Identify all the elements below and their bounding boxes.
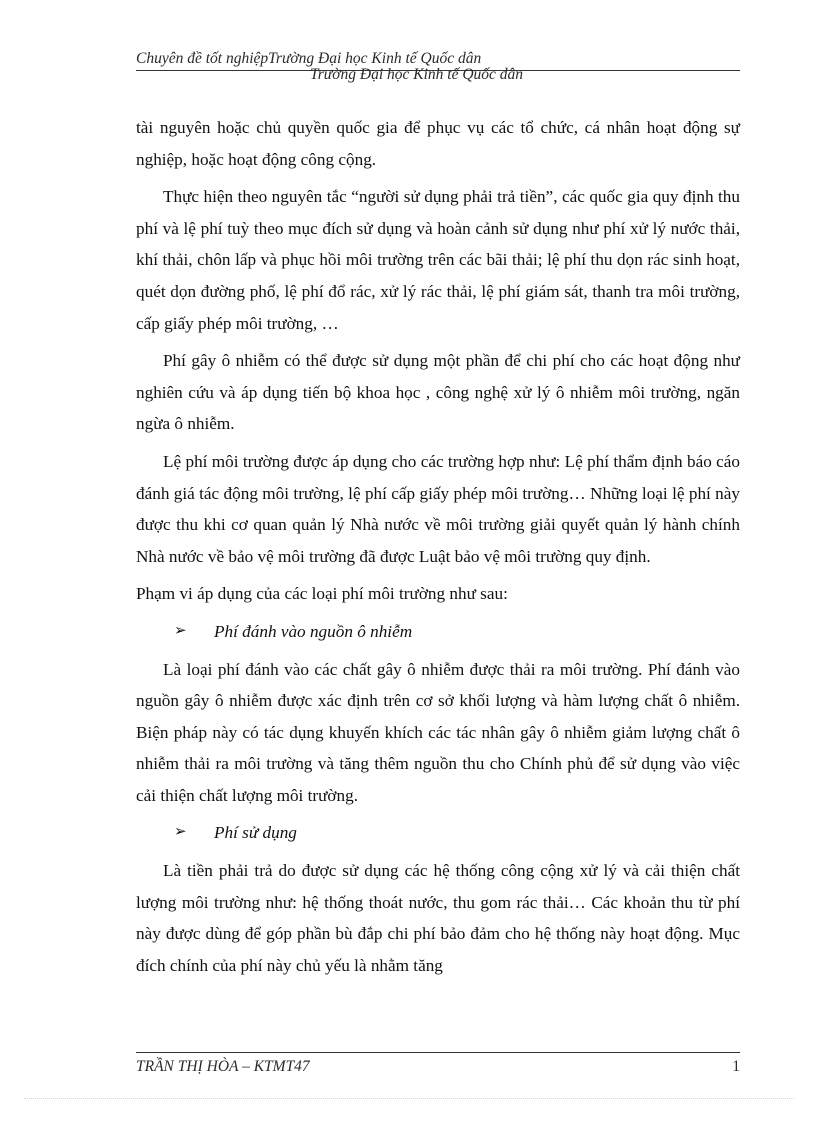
bullet-heading-text: Phí sử dụng [214, 823, 297, 843]
paragraph-polluter-pays: Thực hiện theo nguyên tắc “người sử dụng phải trả tiền”, các quốc gia quy định thu phí và lệ phí tuỳ theo mục đích sử dụng và hoàn cảnh sử dụng như phí xử lý nước thải, khí thải, chôn lấp và phục hồi môi trường trên các bãi thải; lệ phí thu dọn rác sinh hoạt, quét dọn đường phố, lệ phí đổ rác, xử lý rác thải, lệ phí giám sát, thanh tra môi trường, cấp giấy phép môi trường, … [136, 187, 740, 333]
document-body [136, 112, 740, 987]
paragraph-continuation: tài nguyên hoặc chủ quyền quốc gia để phục vụ các tổ chức, cá nhân hoạt động sự nghiệp, hoặc hoạt động công cộng. [136, 118, 740, 169]
page-header [136, 46, 740, 86]
paragraph-environmental-charges: Lệ phí môi trường được áp dụng cho các trường hợp như: Lệ phí thẩm định báo cáo đánh giá tác động môi trường, lệ phí cấp giấy phép môi trường… Những loại lệ phí này được thu khi cơ quan quản lý Nhà nước về môi trường giải quyết quản lý hành chính Nhà nước về bảo vệ môi trường đã được Luật bảo vệ môi trường quy định. [136, 451, 740, 566]
footer-author: TRẦN THỊ HÒA – KTMT47 [136, 1058, 310, 1075]
page-boundary [24, 1098, 794, 1099]
scope-intro: Phạm vi áp dụng của các loại phí môi trường như sau: [136, 584, 508, 604]
page-number: 1 [732, 1058, 740, 1075]
paragraph-pollution-source-fee: Là loại phí đánh vào các chất gây ô nhiễm được thải ra môi trường. Phí đánh vào nguồn gây ô nhiễm được xác định trên cơ sở khối lượng và hàm lượng chất ô nhiễm. Biện pháp này có tác dụng khuyến khích các tác nhân gây ô nhiễm giảm lượng chất ô nhiễm thải ra môi trường và tăng thêm nguồn thu cho Chính phủ để sử dụng vào việc cải thiện chất lượng môi trường. [136, 659, 740, 805]
bullet-heading-pollution-source [136, 616, 740, 648]
bullet-heading-text: Phí đánh vào nguồn ô nhiễm [214, 621, 413, 641]
arrow-bullet-icon: ➢ [174, 824, 187, 841]
page-footer [136, 1052, 740, 1082]
header-subtitle: Trường Đại học Kinh tế Quốc dân [310, 66, 524, 83]
bullet-heading-usage-fee [136, 817, 740, 849]
header-title: Chuyên đề tốt nghiệpTrường Đại học Kinh tế Quốc dân [136, 50, 482, 67]
paragraph-pollution-fee-use: Phí gây ô nhiễm có thể được sử dụng một phần để chi phí cho các hoạt động như nghiên cứu và áp dụng tiến bộ khoa học , công nghệ xử lý ô nhiễm môi trường, ngăn ngừa ô nhiễm. [136, 351, 740, 434]
arrow-bullet-icon: ➢ [174, 622, 187, 639]
footer-rule [136, 1052, 740, 1053]
paragraph-usage-fee: Là tiền phải trả do được sử dụng các hệ thống công cộng xử lý và cải thiện chất lượng môi trường như: hệ thống thoát nước, thu gom rác thải… Các khoản thu từ phí này được dùng để góp phần bù đắp chi phí bảo đảm cho hệ thống này hoạt động. Mục đích chính của phí này chủ yếu là nhằm tăng [136, 861, 740, 975]
